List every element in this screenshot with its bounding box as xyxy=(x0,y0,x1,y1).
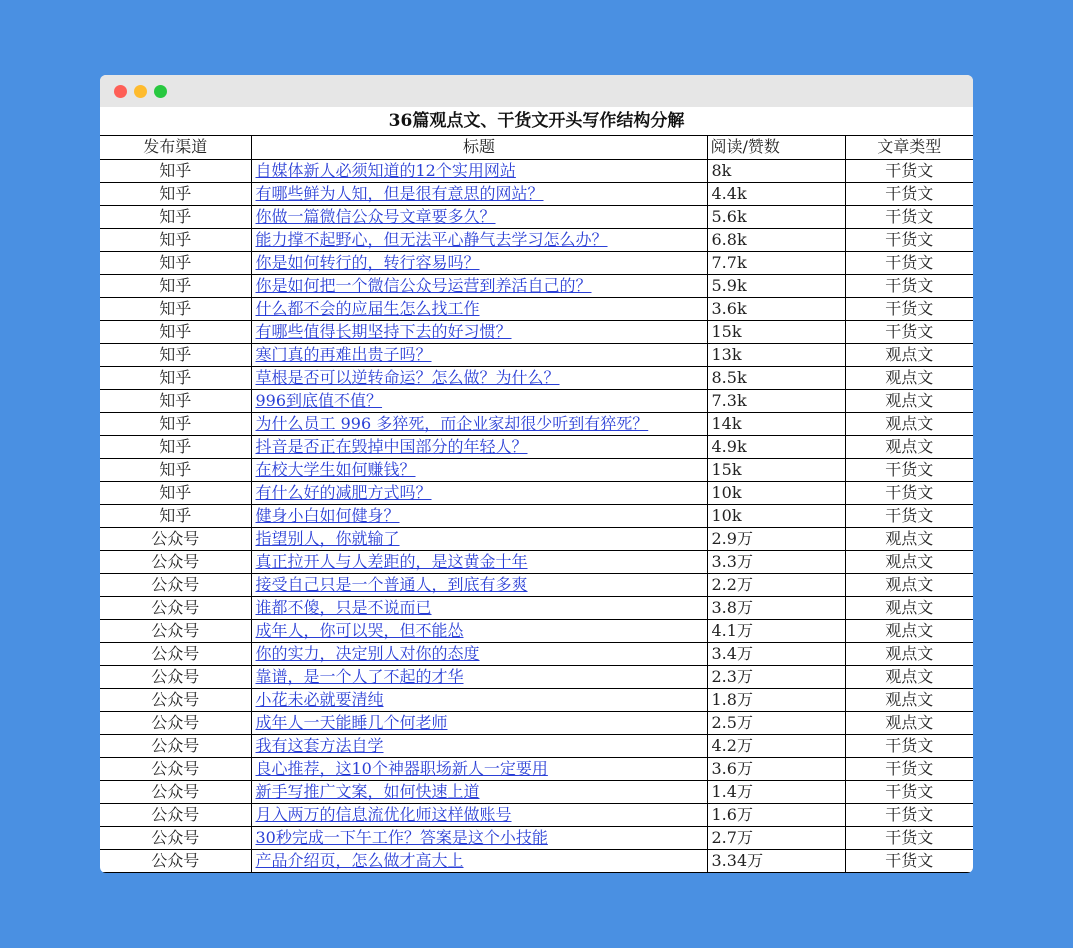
cell-reads: 2.3万 xyxy=(707,665,845,688)
header-title: 标题 xyxy=(251,136,707,159)
cell-channel: 公众号 xyxy=(100,757,251,780)
cell-channel: 知乎 xyxy=(100,297,251,320)
cell-reads: 3.3万 xyxy=(707,550,845,573)
cell-reads: 4.9k xyxy=(707,435,845,458)
cell-type: 干货文 xyxy=(845,734,973,757)
article-title-link[interactable]: 靠谱，是一个人了不起的才华 xyxy=(255,666,464,686)
cell-channel: 知乎 xyxy=(100,481,251,504)
cell-type: 干货文 xyxy=(845,458,973,481)
article-title-link[interactable]: 成年人一天能睡几个何老师 xyxy=(255,712,448,732)
cell-title xyxy=(251,711,707,734)
article-title-link[interactable]: 接受自己只是一个普通人，到底有多爽 xyxy=(255,574,528,594)
article-title-link[interactable]: 有什么好的减肥方式吗？ xyxy=(255,482,432,502)
cell-reads: 3.34万 xyxy=(707,849,845,872)
cell-title xyxy=(251,251,707,274)
cell-type: 观点文 xyxy=(845,412,973,435)
cell-reads: 2.5万 xyxy=(707,711,845,734)
cell-reads: 15k xyxy=(707,458,845,481)
cell-reads: 4.1万 xyxy=(707,619,845,642)
article-title-link[interactable]: 什么都不会的应届生怎么找工作 xyxy=(255,298,480,318)
table-row xyxy=(100,274,973,297)
article-title-link[interactable]: 谁都不傻，只是不说而已 xyxy=(255,597,432,617)
cell-channel: 知乎 xyxy=(100,159,251,182)
cell-reads: 4.4k xyxy=(707,182,845,205)
article-title-link[interactable]: 自媒体新人必须知道的12个实用网站 xyxy=(255,160,516,180)
table-row xyxy=(100,251,973,274)
cell-type: 观点文 xyxy=(845,343,973,366)
articles-table xyxy=(100,136,973,873)
cell-channel: 公众号 xyxy=(100,550,251,573)
cell-type: 观点文 xyxy=(845,389,973,412)
article-title-link[interactable]: 你是如何转行的，转行容易吗？ xyxy=(255,252,480,272)
cell-reads: 4.2万 xyxy=(707,734,845,757)
cell-title xyxy=(251,550,707,573)
cell-channel: 知乎 xyxy=(100,205,251,228)
table-row xyxy=(100,642,973,665)
cell-reads: 1.4万 xyxy=(707,780,845,803)
table-row xyxy=(100,435,973,458)
article-title-link[interactable]: 良心推荐，这10个神器职场新人一定要用 xyxy=(255,758,548,778)
article-title-link[interactable]: 我有这套方法自学 xyxy=(255,735,384,755)
table-row xyxy=(100,343,973,366)
cell-title xyxy=(251,435,707,458)
maximize-window-button[interactable] xyxy=(154,85,167,98)
header-reads: 阅读/赞数 xyxy=(707,136,845,159)
cell-type: 观点文 xyxy=(845,366,973,389)
table-row xyxy=(100,734,973,757)
cell-title xyxy=(251,757,707,780)
cell-channel: 公众号 xyxy=(100,596,251,619)
cell-title xyxy=(251,619,707,642)
cell-channel: 公众号 xyxy=(100,527,251,550)
table-header-row xyxy=(100,136,973,159)
cell-title xyxy=(251,734,707,757)
cell-channel: 公众号 xyxy=(100,826,251,849)
cell-title xyxy=(251,642,707,665)
header-channel: 发布渠道 xyxy=(100,136,251,159)
table-row xyxy=(100,159,973,182)
cell-channel: 公众号 xyxy=(100,642,251,665)
cell-type: 观点文 xyxy=(845,642,973,665)
cell-reads: 3.6k xyxy=(707,297,845,320)
cell-type: 干货文 xyxy=(845,780,973,803)
cell-type: 干货文 xyxy=(845,159,973,182)
cell-type: 观点文 xyxy=(845,527,973,550)
cell-channel: 知乎 xyxy=(100,343,251,366)
cell-channel: 公众号 xyxy=(100,665,251,688)
table-row xyxy=(100,665,973,688)
table-row xyxy=(100,458,973,481)
cell-title xyxy=(251,665,707,688)
article-title-link[interactable]: 真正拉开人与人差距的，是这黄金十年 xyxy=(255,551,528,571)
article-title-link[interactable]: 在校大学生如何赚钱？ xyxy=(255,459,416,479)
table-row xyxy=(100,504,973,527)
cell-type: 干货文 xyxy=(845,228,973,251)
cell-title xyxy=(251,596,707,619)
cell-reads: 3.4万 xyxy=(707,642,845,665)
cell-title xyxy=(251,274,707,297)
cell-channel: 知乎 xyxy=(100,412,251,435)
cell-reads: 1.8万 xyxy=(707,688,845,711)
article-title-link[interactable]: 你是如何把一个微信公众号运营到养活自己的？ xyxy=(255,275,592,295)
cell-channel: 知乎 xyxy=(100,182,251,205)
article-title-link[interactable]: 成年人，你可以哭，但不能怂 xyxy=(255,620,464,640)
table-row xyxy=(100,803,973,826)
cell-reads: 7.3k xyxy=(707,389,845,412)
article-title-link[interactable]: 30秒完成一下午工作？答案是这个小技能 xyxy=(255,827,548,847)
cell-type: 观点文 xyxy=(845,435,973,458)
cell-channel: 知乎 xyxy=(100,251,251,274)
article-title-link[interactable]: 寒门真的再难出贵子吗？ xyxy=(255,344,432,364)
article-title-link[interactable]: 你做一篇微信公众号文章要多久？ xyxy=(255,206,496,226)
article-title-link[interactable]: 月入两万的信息流优化师这样做账号 xyxy=(255,804,512,824)
cell-reads: 7.7k xyxy=(707,251,845,274)
table-row xyxy=(100,205,973,228)
cell-type: 干货文 xyxy=(845,274,973,297)
table-row xyxy=(100,527,973,550)
cell-title xyxy=(251,688,707,711)
cell-channel: 知乎 xyxy=(100,504,251,527)
cell-channel: 知乎 xyxy=(100,228,251,251)
cell-title xyxy=(251,412,707,435)
cell-title xyxy=(251,228,707,251)
table-row xyxy=(100,596,973,619)
cell-reads: 2.2万 xyxy=(707,573,845,596)
cell-type: 干货文 xyxy=(845,320,973,343)
table-row xyxy=(100,711,973,734)
table-row xyxy=(100,688,973,711)
table-row xyxy=(100,228,973,251)
browser-window xyxy=(100,75,973,873)
table-body xyxy=(100,159,973,872)
table-row xyxy=(100,182,973,205)
cell-type: 干货文 xyxy=(845,757,973,780)
cell-title xyxy=(251,205,707,228)
cell-channel: 公众号 xyxy=(100,734,251,757)
article-title-link[interactable]: 为什么员工 996 多猝死，而企业家却很少听到有猝死？ xyxy=(255,413,649,433)
cell-type: 干货文 xyxy=(845,297,973,320)
cell-type: 观点文 xyxy=(845,550,973,573)
article-title-link[interactable]: 健身小白如何健身？ xyxy=(255,505,400,525)
cell-title xyxy=(251,826,707,849)
cell-type: 干货文 xyxy=(845,182,973,205)
cell-type: 观点文 xyxy=(845,711,973,734)
close-window-button[interactable] xyxy=(114,85,127,98)
table-row xyxy=(100,412,973,435)
cell-title xyxy=(251,481,707,504)
cell-title xyxy=(251,297,707,320)
cell-reads: 2.7万 xyxy=(707,826,845,849)
cell-reads: 10k xyxy=(707,481,845,504)
article-title-link[interactable]: 你的实力，决定别人对你的态度 xyxy=(255,643,480,663)
cell-reads: 14k xyxy=(707,412,845,435)
header-type: 文章类型 xyxy=(845,136,973,159)
table-row xyxy=(100,389,973,412)
cell-reads: 1.6万 xyxy=(707,803,845,826)
cell-channel: 知乎 xyxy=(100,389,251,412)
cell-type: 观点文 xyxy=(845,619,973,642)
cell-reads: 10k xyxy=(707,504,845,527)
table-row xyxy=(100,550,973,573)
cell-title xyxy=(251,780,707,803)
cell-type: 观点文 xyxy=(845,688,973,711)
cell-title xyxy=(251,803,707,826)
cell-type: 观点文 xyxy=(845,665,973,688)
article-title-link[interactable]: 指望别人，你就输了 xyxy=(255,528,400,548)
cell-title xyxy=(251,573,707,596)
cell-title xyxy=(251,849,707,872)
minimize-window-button[interactable] xyxy=(134,85,147,98)
cell-reads: 8k xyxy=(707,159,845,182)
cell-type: 干货文 xyxy=(845,826,973,849)
cell-channel: 知乎 xyxy=(100,320,251,343)
cell-type: 干货文 xyxy=(845,504,973,527)
table-row xyxy=(100,297,973,320)
table-row xyxy=(100,481,973,504)
cell-type: 干货文 xyxy=(845,481,973,504)
cell-type: 干货文 xyxy=(845,251,973,274)
article-title-link[interactable]: 产品介绍页，怎么做才高大上 xyxy=(255,850,464,870)
cell-reads: 6.8k xyxy=(707,228,845,251)
article-title-link[interactable]: 草根是否可以逆转命运？怎么做？为什么？ xyxy=(255,367,560,387)
article-title-link[interactable]: 有哪些鲜为人知，但是很有意思的网站？ xyxy=(255,183,544,203)
table-row xyxy=(100,826,973,849)
cell-title xyxy=(251,159,707,182)
cell-title xyxy=(251,527,707,550)
cell-type: 干货文 xyxy=(845,849,973,872)
cell-title xyxy=(251,389,707,412)
cell-channel: 知乎 xyxy=(100,274,251,297)
cell-reads: 15k xyxy=(707,320,845,343)
cell-type: 观点文 xyxy=(845,573,973,596)
cell-reads: 13k xyxy=(707,343,845,366)
table-row xyxy=(100,366,973,389)
sheet-title: 36篇观点文、干货文开头写作结构分解 xyxy=(100,107,973,136)
cell-channel: 知乎 xyxy=(100,458,251,481)
article-title-link[interactable]: 能力撑不起野心，但无法平心静气去学习怎么办？ xyxy=(255,229,608,249)
table-row xyxy=(100,757,973,780)
cell-channel: 公众号 xyxy=(100,711,251,734)
cell-channel: 公众号 xyxy=(100,573,251,596)
cell-title xyxy=(251,366,707,389)
article-title-link[interactable]: 新手写推广文案，如何快速上道 xyxy=(255,781,480,801)
article-title-link[interactable]: 有哪些值得长期坚持下去的好习惯？ xyxy=(255,321,512,341)
table-row xyxy=(100,849,973,872)
cell-reads: 2.9万 xyxy=(707,527,845,550)
cell-type: 干货文 xyxy=(845,205,973,228)
cell-channel: 公众号 xyxy=(100,803,251,826)
cell-channel: 知乎 xyxy=(100,435,251,458)
cell-title xyxy=(251,458,707,481)
cell-title xyxy=(251,320,707,343)
cell-type: 观点文 xyxy=(845,596,973,619)
cell-title xyxy=(251,343,707,366)
cell-reads: 8.5k xyxy=(707,366,845,389)
article-title-link[interactable]: 抖音是否正在毁掉中国部分的年轻人？ xyxy=(255,436,528,456)
article-title-link[interactable]: 小花未必就要清纯 xyxy=(255,689,384,709)
cell-channel: 公众号 xyxy=(100,619,251,642)
cell-channel: 公众号 xyxy=(100,849,251,872)
table-row xyxy=(100,780,973,803)
window-titlebar xyxy=(100,75,973,107)
cell-type: 干货文 xyxy=(845,803,973,826)
table-row xyxy=(100,619,973,642)
cell-reads: 3.6万 xyxy=(707,757,845,780)
cell-reads: 3.8万 xyxy=(707,596,845,619)
cell-channel: 公众号 xyxy=(100,688,251,711)
cell-reads: 5.9k xyxy=(707,274,845,297)
table-row xyxy=(100,320,973,343)
table-row xyxy=(100,573,973,596)
cell-title xyxy=(251,504,707,527)
cell-channel: 公众号 xyxy=(100,780,251,803)
cell-title xyxy=(251,182,707,205)
cell-reads: 5.6k xyxy=(707,205,845,228)
cell-channel: 知乎 xyxy=(100,366,251,389)
article-title-link[interactable]: 996到底值不值？ xyxy=(255,390,383,410)
